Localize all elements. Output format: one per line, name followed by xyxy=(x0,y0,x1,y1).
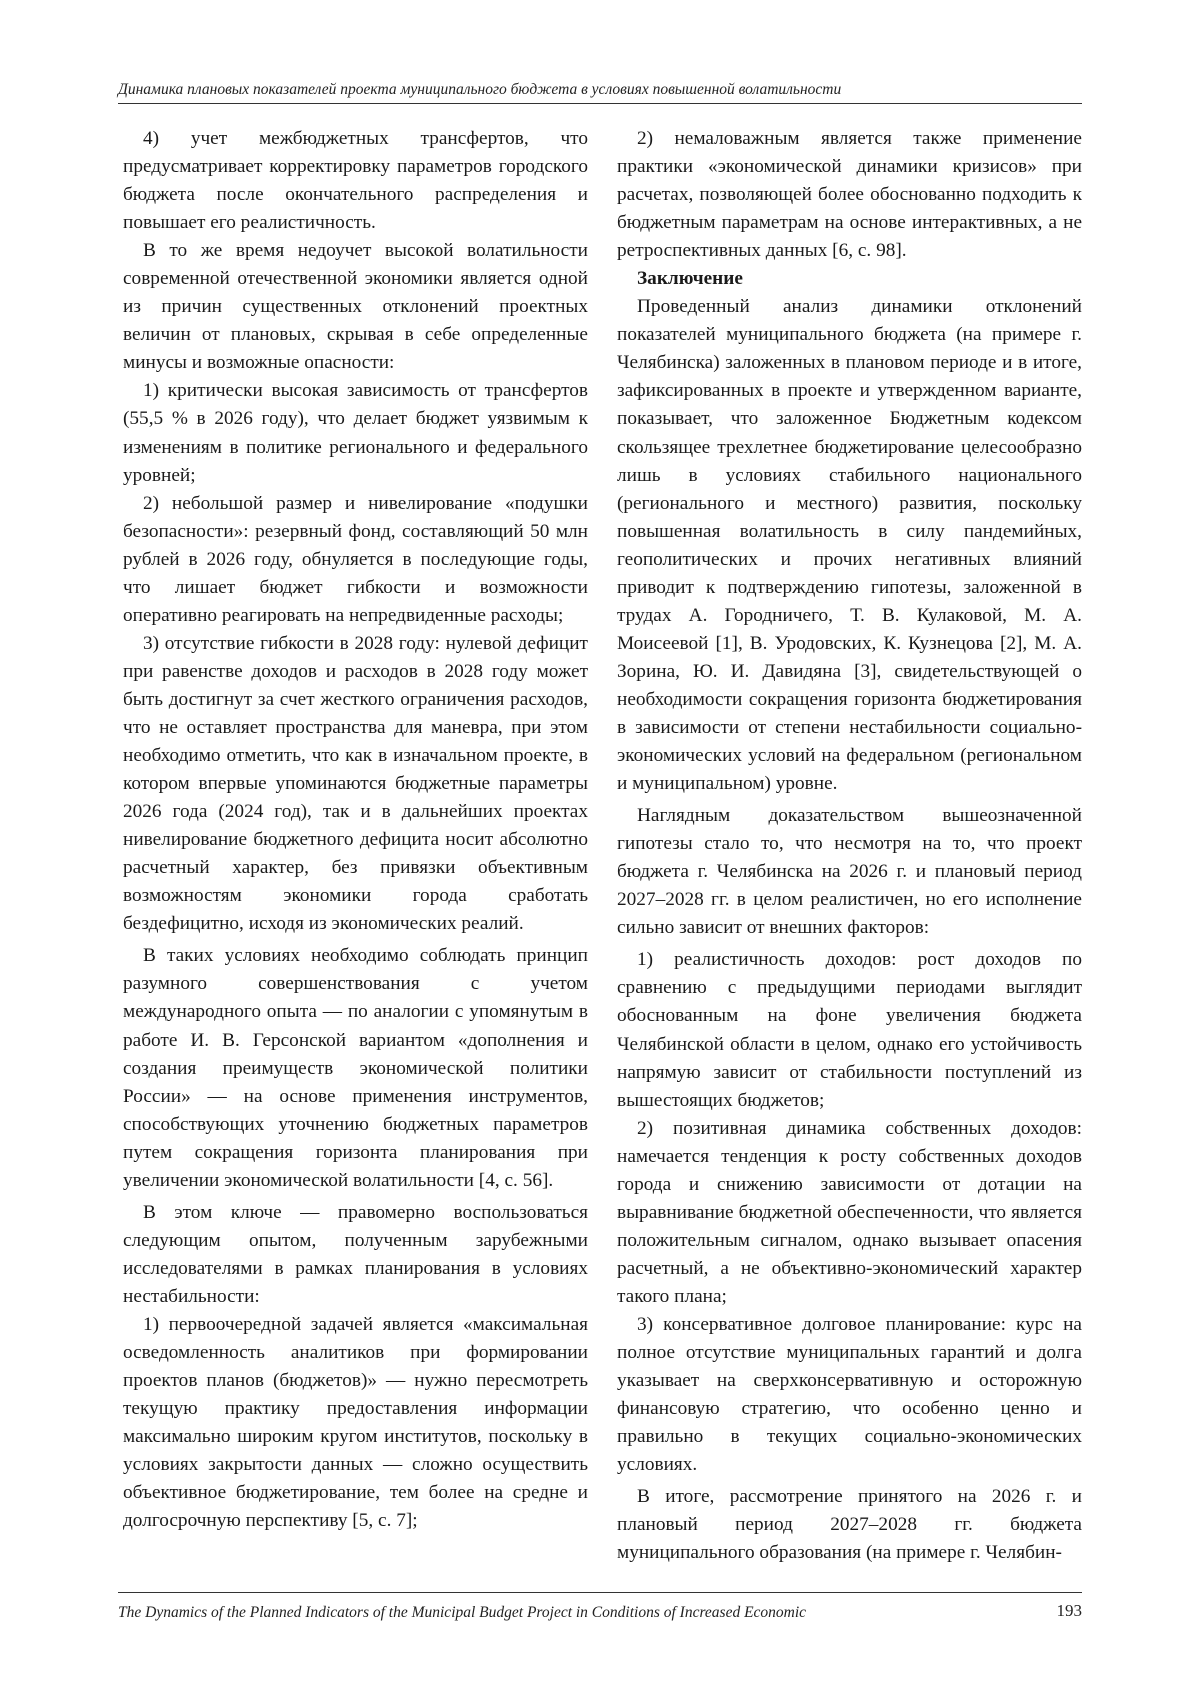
paragraph: В этом ключе — правомерно воспользоваться следующим опытом, полученным зарубежными исследователями в рамках планирования в условиях нестабильности: xyxy=(123,1201,588,1307)
running-header: Динамика плановых показателей проекта муниципального бюджета в условиях повышенной волатильности xyxy=(118,81,842,98)
paragraph: 2) позитивная динамика собственных доходов: намечается тенденция к росту собственных доходов города и снижению зависимости от дотации на выравнивание бюджетной обеспеченности, что является положительным сигналом, однако вызывает опасения расчетный, а не объективно-экономический характер такого плана; xyxy=(617,1117,1082,1307)
right-column xyxy=(617,125,1082,1567)
footer-rule xyxy=(118,1592,1082,1593)
paragraph: 3) консервативное долговое планирование: курс на полное отсутствие муниципальных гарантий и долга указывает на сверхконсервативную и осторожную финансовую стратегию, что особенно ценно и правильно в текущих социально-экономических условиях. xyxy=(617,1313,1082,1476)
paragraph: 3) отсутствие гибкости в 2028 году: нулевой дефицит при равенстве доходов и расходов в 2028 году может быть достигнут за счет жесткого ограничения расходов, что не оставляет пространства для маневра, при этом необходимо отметить, что как в изначальном проекте, в котором впервые упоминаются бюджетные параметры 2026 года (2024 год), так и в дальнейших проектах нивелирование бюджетного дефицита носит абсолютно расчетный характер, без привязки объективным возможностям экономики города сработать бездефицитно, исходя из экономических реалий. xyxy=(123,632,588,935)
section-heading: Заключение xyxy=(637,268,743,290)
paragraph: В то же время недоучет высокой волатильности современной отечественной экономики является одной из причин существенных отклонений проектных величин от плановых, скрывая в себе определенные минусы и возможные опасности: xyxy=(123,240,588,374)
paragraph: 4) учет межбюджетных трансфертов, что предусматривает корректировку параметров городского бюджета после окончательного распределения и повышает его реалистичность. xyxy=(123,128,588,234)
paragraph: 2) немаловажным является также применение практики «экономической динамики кризисов» при расчетах, позволяющей более обоснованно подходить к бюджетным параметрам на основе интерактивных, а не ретроспективных данных [6, с. 98]. xyxy=(617,128,1082,262)
paragraph: В таких условиях необходимо соблюдать принцип разумного совершенствования с учетом международного опыта — по аналогии с упомянутым в работе И. В. Герсонской вариантом «дополнения и создания преимуществ экономической политики России» — на основе применения инструментов, способствующих уточнению бюджетных параметров путем сокращения горизонта планирования при увеличении экономической волатильности [4, с. 56]. xyxy=(123,945,588,1191)
page-number: 193 xyxy=(1056,1601,1082,1620)
paragraph: Проведенный анализ динамики отклонений показателей муниципального бюджета (на примере г. Челябинска) заложенных в плановом периоде и в итоге, зафиксированных в проекте и утвержденном варианте, показывает, что заложенное Бюджетным кодексом скользящее трехлетнее бюджетирование целесообразно лишь в условиях стабильного национального (регионального и местного) развития, поскольку повышенная волатильность в силу пандемийных, геополитических и прочих негативных влияний приводит к подтверждению гипотезы, заложенной в трудах А. Городничего, Т. В. Кулаковой, М. А. Моисеевой [1], В. Уродовских, К. Кузнецова [2], М. А. Зорина, Ю. И. Давидяна [3], свидетельствующей о необходимости сокращения горизонта бюджетирования в зависимости от степени нестабильности социально-экономических условий на федеральном (региональном и муниципальном) уровне. xyxy=(617,296,1082,795)
paragraph: Наглядным доказательством вышеозначенной гипотезы стало то, что несмотря на то, что проект бюджета г. Челябинска на 2026 г. и плановый период 2027–2028 гг. в целом реалистичен, но его исполнение сильно зависит от внешних факторов: xyxy=(617,805,1082,939)
paragraph: 1) первоочередной задачей является «максимальная осведомленность аналитиков при формировании проектов планов (бюджетов)» — нужно пересмотреть текущую практику предоставления информации максимально широким кругом институтов, поскольку в условиях закрытости данных — сложно осуществить объективное бюджетирование, тем более на средне и долгосрочную перспективу [5, с. 7]; xyxy=(123,1313,588,1532)
paragraph: 1) реалистичность доходов: рост доходов по сравнению с предыдущими периодами выглядит обоснованным на фоне увеличения бюджета Челябинской области в целом, однако его устойчивость напрямую зависит от стабильности поступлений из вышестоящих бюджетов; xyxy=(617,949,1082,1111)
header-rule xyxy=(118,103,1082,104)
left-column xyxy=(123,125,588,1535)
paragraph: 2) небольшой размер и нивелирование «подушки безопасности»: резервный фонд, составляющий 50 млн рублей в 2026 году, обнуляется в последующие годы, что лишает бюджет гибкости и возможности оперативно реагировать на непредвиденные расходы; xyxy=(123,492,588,626)
running-footer: The Dynamics of the Planned Indicators of the Municipal Budget Project in Conditions of Increased Economic xyxy=(118,1604,807,1621)
paragraph: 1) критически высокая зависимость от трансфертов (55,5 % в 2026 году), что делает бюджет уязвимым к изменениям в политике регионального и федерального уровней; xyxy=(123,380,588,486)
paragraph: В итоге, рассмотрение принятого на 2026 г. и плановый период 2027–2028 гг. бюджета муниципального образования (на примере г. Челябин- xyxy=(617,1486,1082,1564)
